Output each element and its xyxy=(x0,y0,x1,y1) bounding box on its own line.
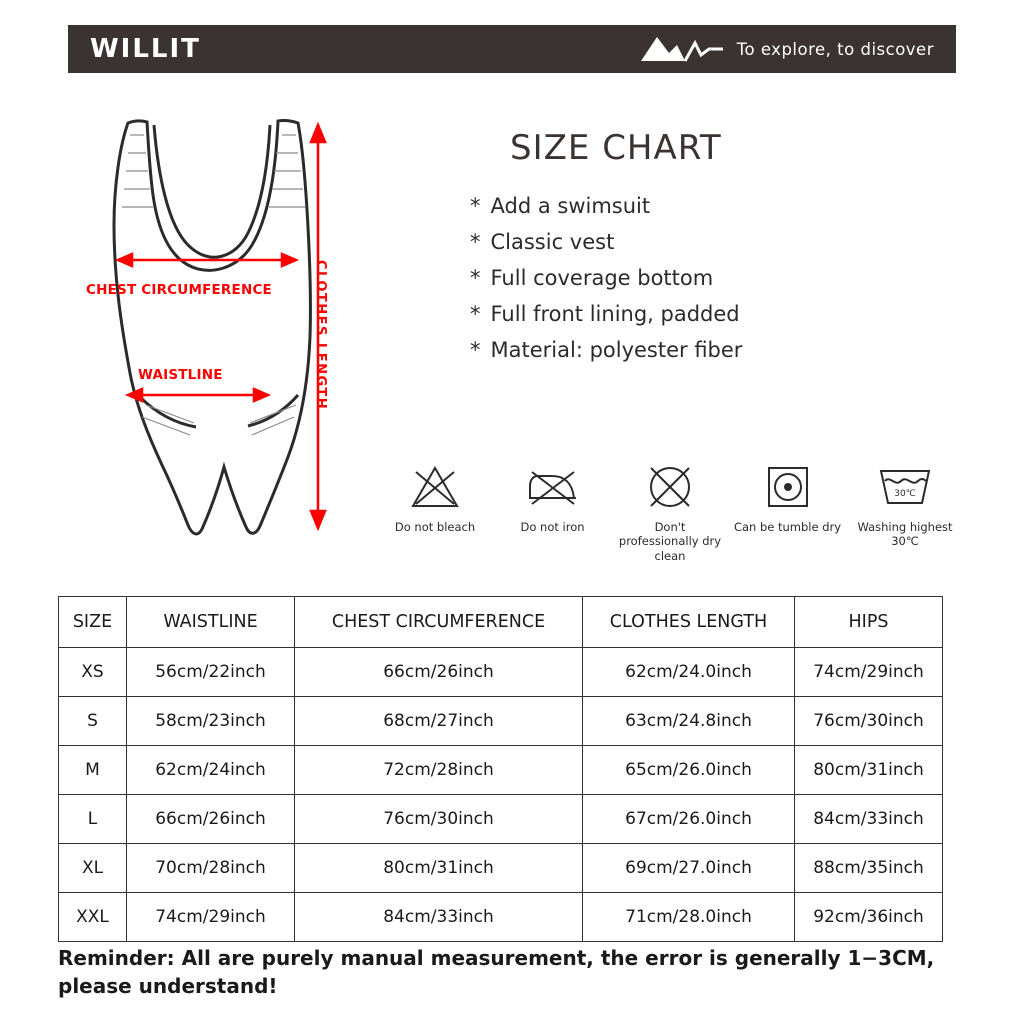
table-row xyxy=(59,844,943,893)
care-item-bleach xyxy=(380,462,490,534)
do-not-bleach-icon xyxy=(380,462,490,512)
mountain-icon xyxy=(639,31,725,67)
table-row xyxy=(59,697,943,746)
table-cell: 62cm/24.0inch xyxy=(583,648,795,697)
reminder-note: Reminder: All are purely manual measurement, the error is generally 1−3CM, please understand! xyxy=(58,946,935,999)
table-row xyxy=(59,795,943,844)
table-cell: 92cm/36inch xyxy=(795,893,943,942)
care-label: Do not iron xyxy=(520,520,585,534)
list-item-label: Classic vest xyxy=(490,230,615,254)
feature-list xyxy=(470,194,970,362)
table-cell: XS xyxy=(59,648,127,697)
list-item xyxy=(470,302,970,326)
list-item xyxy=(470,266,970,290)
table-row xyxy=(59,648,943,697)
bullet-marker: * xyxy=(470,302,481,326)
care-item-dry-clean xyxy=(615,462,725,563)
table-cell: 69cm/27.0inch xyxy=(583,844,795,893)
table-cell: 80cm/31inch xyxy=(295,844,583,893)
table-cell: 62cm/24inch xyxy=(127,746,295,795)
table-cell: 66cm/26inch xyxy=(295,648,583,697)
table-header-cell: CHEST CIRCUMFERENCE xyxy=(295,597,583,648)
care-label: Don't professionally dry clean xyxy=(618,520,722,563)
table-row xyxy=(59,893,943,942)
table-cell: 67cm/26.0inch xyxy=(583,795,795,844)
table-cell: 76cm/30inch xyxy=(795,697,943,746)
care-instructions-row xyxy=(380,462,960,563)
list-item-label: Material: polyester fiber xyxy=(490,338,743,362)
size-table xyxy=(58,596,943,942)
table-cell: 63cm/24.8inch xyxy=(583,697,795,746)
table-cell: XL xyxy=(59,844,127,893)
list-item-label: Full coverage bottom xyxy=(490,266,714,290)
table-header-cell: HIPS xyxy=(795,597,943,648)
list-item-label: Full front lining, padded xyxy=(490,302,740,326)
table-header-cell: SIZE xyxy=(59,597,127,648)
bullet-marker: * xyxy=(470,338,481,362)
info-panel xyxy=(470,128,970,374)
tumble-dry-icon xyxy=(733,462,843,512)
table-cell: 72cm/28inch xyxy=(295,746,583,795)
care-item-iron xyxy=(498,462,608,534)
size-table-wrapper xyxy=(58,596,942,942)
table-cell: S xyxy=(59,697,127,746)
table-cell: XXL xyxy=(59,893,127,942)
table-cell: L xyxy=(59,795,127,844)
list-item-label: Add a swimsuit xyxy=(490,194,651,218)
table-cell: 66cm/26inch xyxy=(127,795,295,844)
header-bar xyxy=(68,25,956,73)
care-item-washing xyxy=(850,462,960,549)
chest-measure-label: CHEST CIRCUMFERENCE xyxy=(86,282,272,298)
table-cell: 76cm/30inch xyxy=(295,795,583,844)
table-header-cell: WAISTLINE xyxy=(127,597,295,648)
table-cell: 68cm/27inch xyxy=(295,697,583,746)
length-measure-label: CLOTHES LENGTH xyxy=(313,260,328,411)
care-label: Washing highest 30℃ xyxy=(857,520,953,549)
washing-30-icon xyxy=(850,462,960,512)
table-cell: M xyxy=(59,746,127,795)
list-item xyxy=(470,194,970,218)
table-cell: 74cm/29inch xyxy=(127,893,295,942)
page-title: SIZE CHART xyxy=(510,128,722,168)
care-label: Can be tumble dry xyxy=(733,520,842,534)
do-not-iron-icon xyxy=(498,462,608,512)
table-cell: 71cm/28.0inch xyxy=(583,893,795,942)
table-cell: 56cm/22inch xyxy=(127,648,295,697)
care-label: Do not bleach xyxy=(394,520,476,534)
table-header-row xyxy=(59,597,943,648)
bullet-marker: * xyxy=(470,194,481,218)
table-cell: 74cm/29inch xyxy=(795,648,943,697)
table-cell: 70cm/28inch xyxy=(127,844,295,893)
table-cell: 80cm/31inch xyxy=(795,746,943,795)
bullet-marker: * xyxy=(470,266,481,290)
list-item xyxy=(470,230,970,254)
brand-logo-text: WILLIT xyxy=(90,34,201,64)
table-header-cell: CLOTHES LENGTH xyxy=(583,597,795,648)
table-row xyxy=(59,746,943,795)
waist-measure-label: WAISTLINE xyxy=(138,367,223,383)
table-cell: 88cm/35inch xyxy=(795,844,943,893)
table-cell: 84cm/33inch xyxy=(295,893,583,942)
header-tagline: To explore, to discover xyxy=(736,39,934,59)
table-cell: 65cm/26.0inch xyxy=(583,746,795,795)
table-cell: 84cm/33inch xyxy=(795,795,943,844)
swimsuit-illustration xyxy=(70,105,370,575)
header-tagline-group xyxy=(639,31,934,67)
table-cell: 58cm/23inch xyxy=(127,697,295,746)
list-item xyxy=(470,338,970,362)
bullet-marker: * xyxy=(470,230,481,254)
care-item-tumble-dry xyxy=(733,462,843,534)
do-not-dry-clean-icon xyxy=(615,462,725,512)
wash-temp-text: 30℃ xyxy=(894,489,916,499)
